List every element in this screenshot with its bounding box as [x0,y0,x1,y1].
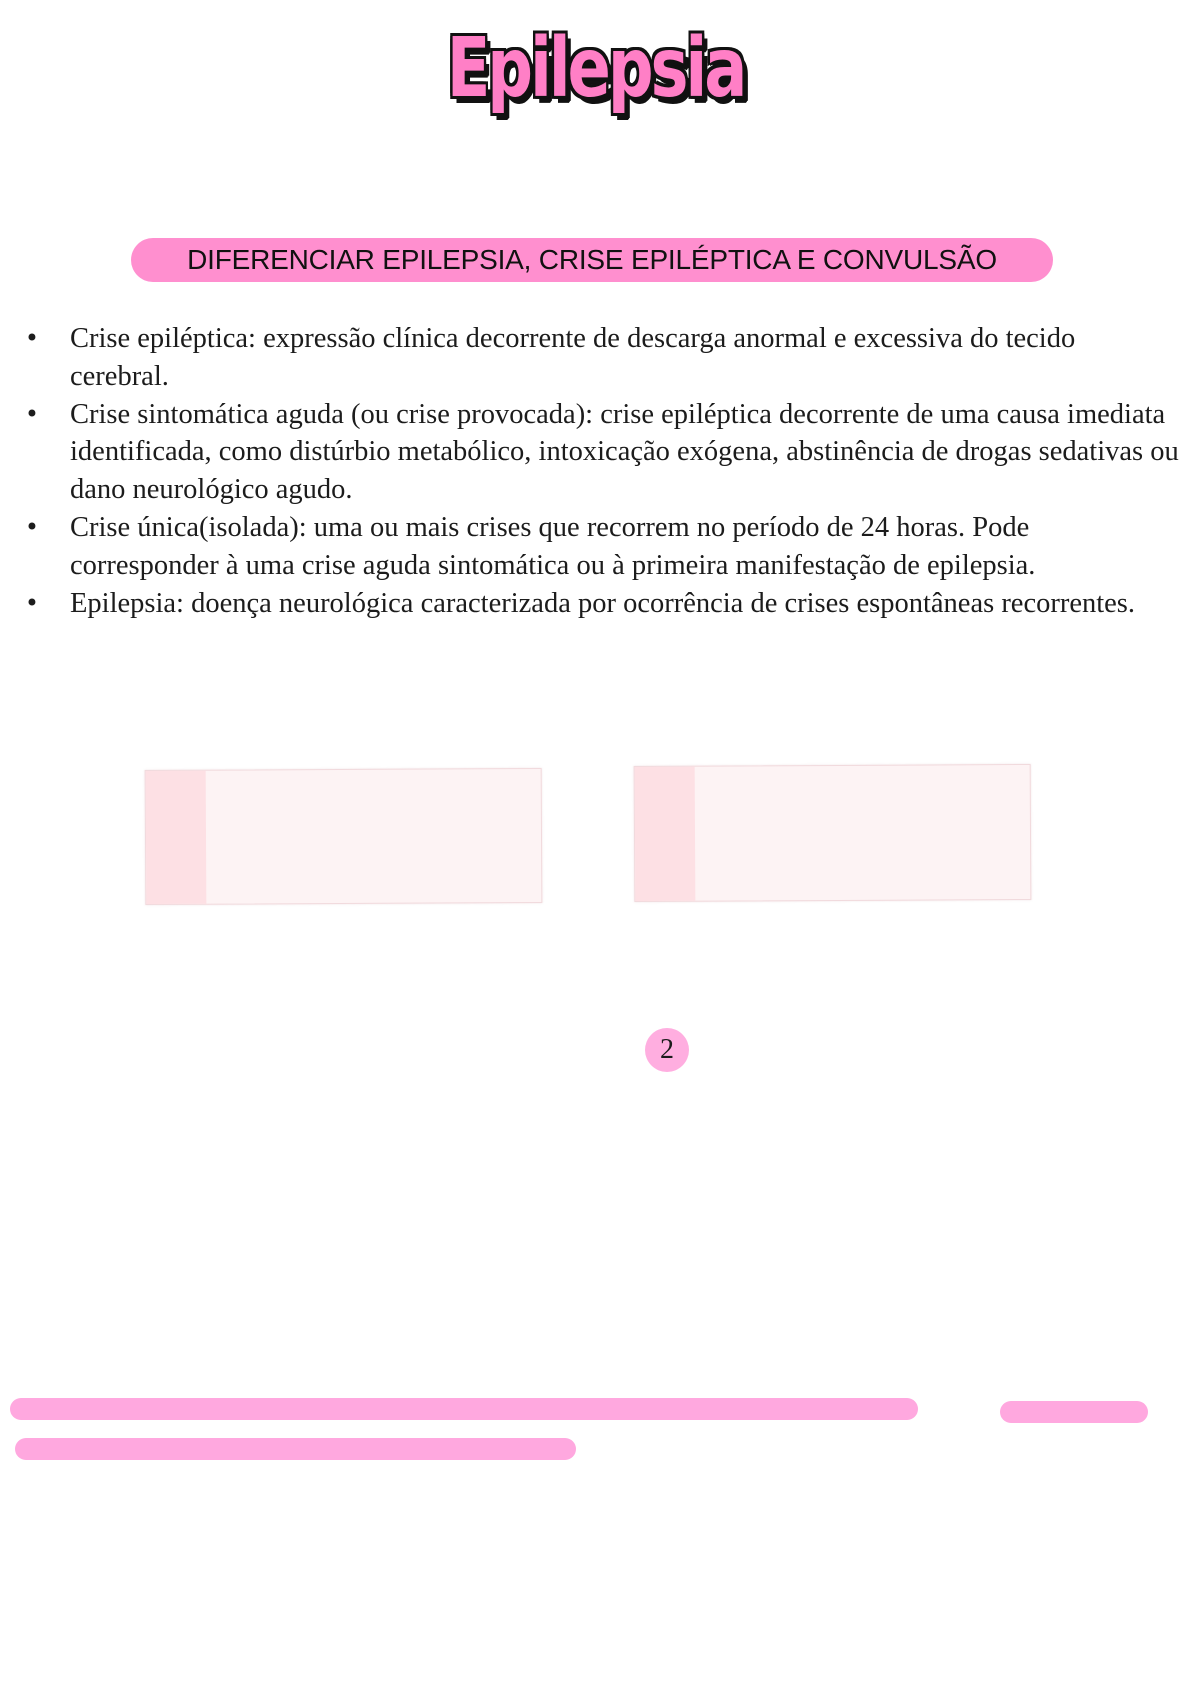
highlight-bar-short [1000,1401,1148,1423]
list-item [24,585,1180,623]
list-item-text: Crise epiléptica: expressão clínica decorrente de descarga anormal e excessiva do tecido cerebral. [70,323,1076,392]
highlight-bar-second-line [15,1438,576,1460]
note-card-left [145,768,543,905]
card-tab [146,771,207,904]
list-item-text: Epilepsia: doença neurológica caracterizada por ocorrência de crises espontâneas recorrentes. [70,587,1136,619]
list-item [24,320,1180,396]
highlight-bar [10,1398,918,1420]
page-number: 2 [645,1028,689,1072]
list-item [24,396,1180,509]
list-item [24,509,1180,585]
section-heading: DIFERENCIAR EPILEPSIA, CRISE EPILÉPTICA E CONVULSÃO [131,238,1053,282]
bullet-icon: • [24,512,40,541]
card-tab [635,767,696,901]
definition-list [24,320,1180,622]
page-title: Epilepsia [446,21,745,116]
bullet-icon: • [24,324,40,352]
bullet-icon: • [24,588,40,617]
bullet-icon: • [24,399,40,428]
list-item-text: Crise única(isolada): uma ou mais crises que recorrem no período de 24 horas. Pode corresponder à uma crise aguda sintomática ou à primeira manifestação de epilepsia. [70,511,1036,581]
note-card-right [634,764,1032,902]
list-item-text: Crise sintomática aguda (ou crise provocada): crise epiléptica decorrente de uma causa imediata identificada, como distúrbio metabólico, intoxicação exógena, abstinência de drogas sedativas ou dano neurológico agudo. [70,398,1179,506]
